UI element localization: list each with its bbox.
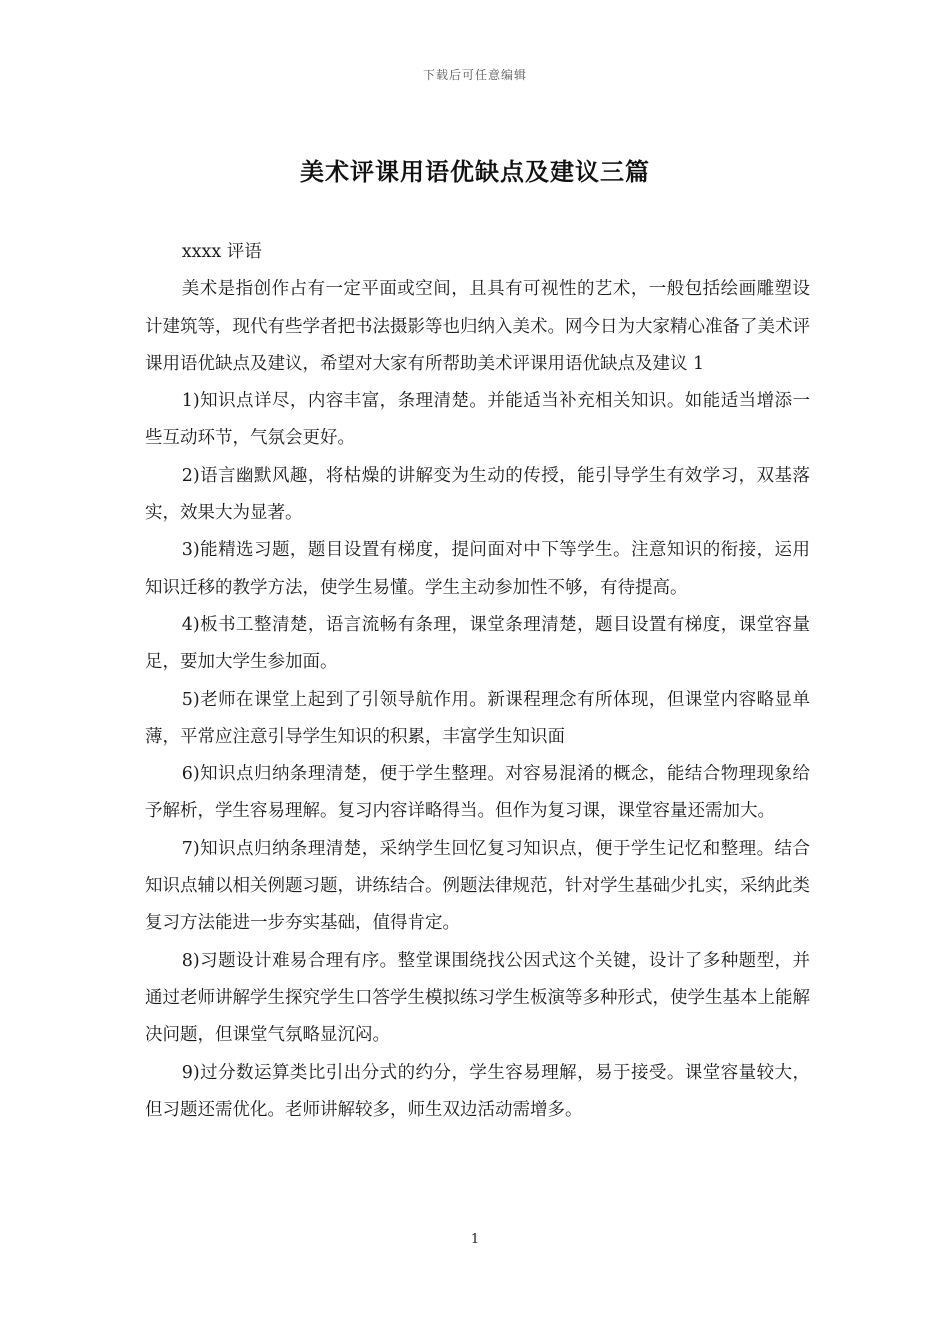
paragraph-item-9: 9)过分数运算类比引出分式的约分，学生容易理解，易于接受。课堂容量较大，但习题还需优化。老师讲解较多，师生双边活动需增多。 <box>145 1062 810 1120</box>
paragraph-item-6: 6)知识点归纳条理清楚，便于学生整理。对容易混淆的概念，能结合物理现象给予解析，学生容易理解。复习内容详略得当。但作为复习课，课堂容量还需加大。 <box>145 764 810 822</box>
paragraph-item-5: 5)老师在课堂上起到了引领导航作用。新课程理念有所体现，但课堂内容略显单薄，平常应注意引导学生知识的积累，丰富学生知识面 <box>145 689 810 747</box>
paragraph-intro: 美术是指创作占有一定平面或空间，且具有可视性的艺术，一般包括绘画雕塑设计建筑等，现代有些学者把书法摄影等也归纳入美术。网今日为大家精心准备了美术评课用语优缺点及建议，希望对大家有所帮助美术评课用语优缺点及建议 1 <box>145 279 810 374</box>
document-title: 美术评课用语优缺点及建议三篇 <box>300 157 650 186</box>
paragraph-item-1: 1)知识点详尽，内容丰富，条理清楚。并能适当补充相关知识。如能适当增添一些互动环节，气氛会更好。 <box>145 391 810 449</box>
header-note: 下载后可任意编辑 <box>422 68 527 82</box>
document-body <box>145 234 810 1129</box>
paragraph-item-8: 8)习题设计难易合理有序。整堂课围绕找公因式这个关键，设计了多种题型，并通过老师讲解学生探究学生口答学生模拟练习学生板演等多种形式，使学生基本上能解决问题，但课堂气氛略显沉闷。 <box>145 950 810 1046</box>
paragraph-item-3: 3)能精选习题，题目设置有梯度，提问面对中下等学生。注意知识的衔接，运用知识迁移的教学方法，使学生易懂。学生主动参加性不够，有待提高。 <box>145 540 810 598</box>
paragraph-item-7: 7)知识点归纳条理清楚，采纳学生回忆复习知识点，便于学生记忆和整理。结合知识点辅以相关例题习题，讲练结合。例题法律规范，针对学生基础少扎实，采纳此类复习方法能进一步夯实基础，值得肯定。 <box>145 838 810 934</box>
page-number: 1 <box>470 1232 480 1247</box>
paragraph-item-2: 2)语言幽默风趣，将枯燥的讲解变为生动的传授，能引导学生有效学习，双基落实，效果大为显著。 <box>145 465 810 524</box>
paragraph-item-4: 4)板书工整清楚，语言流畅有条理，课堂条理清楚，题目设置有梯度，课堂容量足，要加大学生参加面。 <box>145 614 810 673</box>
paragraph-review-label: xxxx 评语 <box>181 242 262 262</box>
